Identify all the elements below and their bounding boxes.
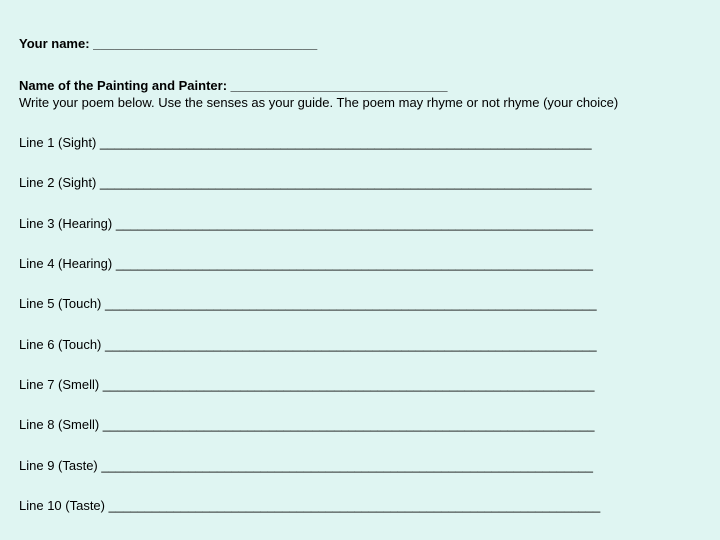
- poem-line-2: Line 2 (Sight) ____________________________________________________________________: [19, 175, 592, 190]
- poem-line-6: Line 6 (Touch) ____________________________________________________________________: [19, 337, 597, 352]
- poem-line-9: Line 9 (Taste) ____________________________________________________________________: [19, 458, 594, 473]
- poem-line-8: Line 8 (Smell) ____________________________________________________________________: [19, 417, 595, 432]
- poem-line-7: Line 7 (Smell) ____________________________________________________________________: [19, 377, 595, 392]
- poem-line-4: Line 4 (Hearing) __________________________________________________________________: [19, 256, 594, 271]
- painting-painter-line: Name of the Painting and Painter: ______________________________: [19, 78, 448, 93]
- poem-line-10: Line 10 (Taste) ____________________________________________________________________: [19, 498, 601, 513]
- poem-line-1: Line 1 (Sight) ____________________________________________________________________: [19, 135, 592, 150]
- poem-line-3: Line 3 (Hearing) __________________________________________________________________: [19, 216, 594, 231]
- your-name-line: Your name: _______________________________: [19, 36, 318, 51]
- poem-line-5: Line 5 (Touch) ____________________________________________________________________: [19, 296, 597, 311]
- instructions-text: Write your poem below. Use the senses as your guide. The poem may rhyme or not rhyme (your choice): [19, 95, 619, 110]
